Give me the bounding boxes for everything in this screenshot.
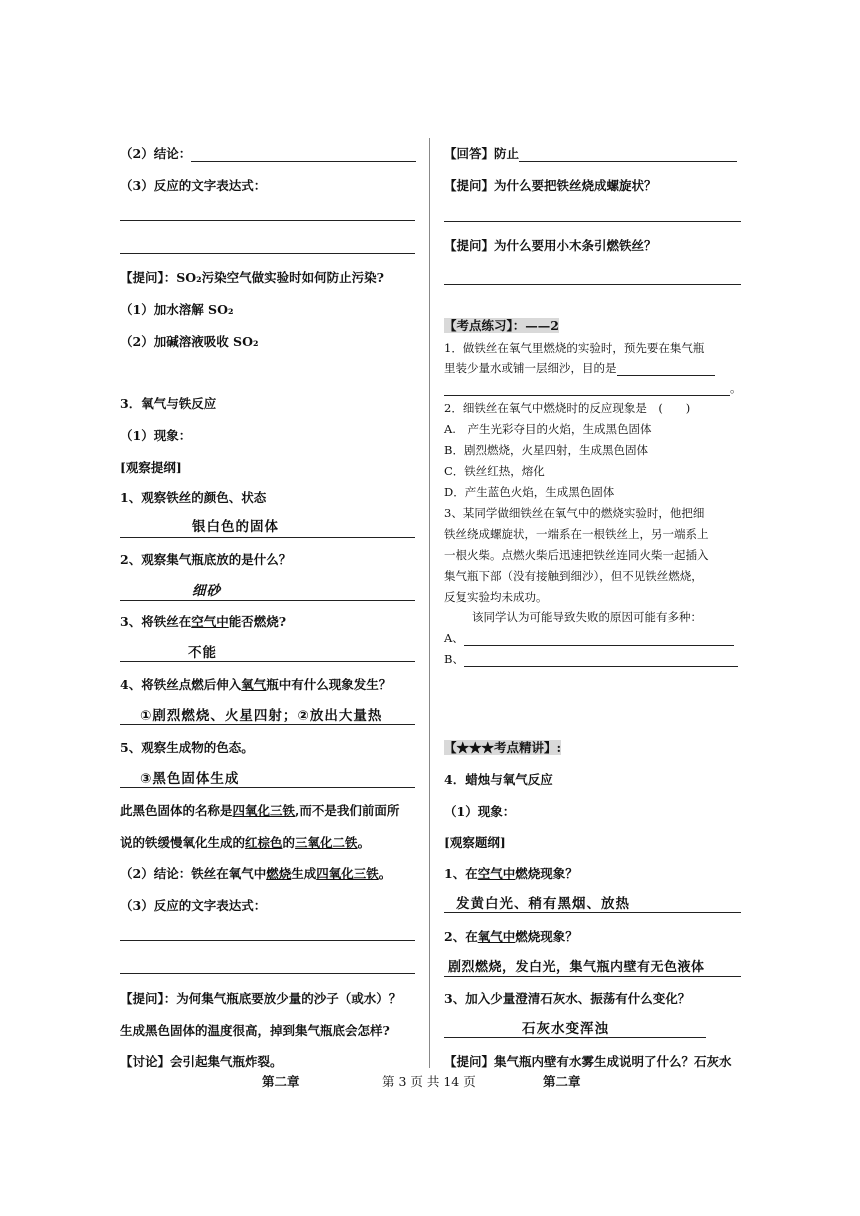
footer-page-info: 第 3 页 共 14 页: [382, 1074, 476, 1089]
practice-item: 里装少量水或铺一层细沙，目的是: [444, 360, 715, 376]
answer-label: 【回答】防止: [444, 145, 737, 162]
answer-line: [444, 976, 741, 977]
so2-method-1: （1）加水溶解 SO₂: [120, 302, 234, 317]
answer-line: [444, 1037, 706, 1038]
question-spiral: 【提问】为什么要把铁丝烧成螺旋状？: [444, 178, 657, 193]
answer-line: [120, 787, 415, 788]
choice-b: B．剧烈燃烧，火星四射，生成黑色固体: [444, 443, 648, 457]
discussion: 【讨论】会引起集气瓶炸裂。: [120, 1054, 283, 1069]
observe-answer: ①剧烈燃烧、火星四射；②放出大量热: [140, 708, 383, 724]
footer-chapter-right: 第二章: [543, 1074, 581, 1089]
answer-line: [120, 537, 415, 538]
conclusion-text: （2）结论：铁丝在氧气中燃烧生成四氧化三铁。: [120, 866, 392, 881]
question-sand-detail: 生成黑色固体的温度很高，掉到集气瓶底会怎样?: [120, 1023, 390, 1038]
black-solid-text: 说的铁缓慢氧化生成的红棕色的三氧化二铁。: [120, 835, 371, 850]
practice-item: 集气瓶下部（没有接触到细沙），但不见铁丝燃烧，: [444, 569, 703, 583]
blank-line: [120, 940, 415, 941]
choice-d: D．产生蓝色火焰，生成黑色固体: [444, 485, 615, 499]
question-mist: 【提问】集气瓶内壁有水雾生成说明了什么？石灰水: [444, 1054, 732, 1069]
answer-a: A、: [444, 630, 734, 646]
question-stick: 【提问】为什么要用小木条引燃铁丝？: [444, 238, 657, 253]
answer-line: [120, 724, 415, 725]
observe-question: 3、将铁丝在空气中能否燃烧?: [120, 614, 287, 629]
blank-line: [120, 973, 415, 974]
answer-line: [444, 912, 741, 913]
conclusion-label: （2）结论：: [120, 145, 416, 162]
answer-b: B、: [444, 651, 738, 667]
observe-question: 2、在氧气中燃烧现象？: [444, 929, 578, 944]
so2-method-2: （2）加碱溶液吸收 SO₂: [120, 334, 259, 349]
focus-title: 【★★★考点精讲】:: [444, 740, 562, 755]
observe-question: 3、加入少量澄清石灰水、振荡有什么变化？: [444, 991, 691, 1006]
blank-line: [444, 284, 741, 285]
observe-answer: 银白色的固体: [192, 519, 279, 535]
phenomenon-label: （1）现象：: [444, 804, 516, 819]
expression-label: （3）反应的文字表达式：: [120, 178, 267, 193]
black-solid-text: 此黑色固体的名称是四氧化三铁,而不是我们前面所: [120, 803, 400, 818]
practice-item: 3、某同学做细铁丝在氧气中的燃烧实验时，他把细: [444, 506, 705, 520]
blank-line: [120, 220, 415, 221]
choice-c: C．铁丝红热，熔化: [444, 464, 545, 478]
column-divider: [429, 138, 430, 1068]
practice-item: 2．细铁丝在氧气中燃烧时的反应现象是 ( ): [444, 401, 691, 415]
observe-question: 2、观察集气瓶底放的是什么？: [120, 552, 292, 567]
practice-item: 。: [444, 380, 742, 396]
practice-item: 该同学认为可能导致失败的原因可能有多种：: [472, 610, 702, 624]
observe-answer: 发黄白光、稍有黑烟、放热: [456, 896, 630, 912]
observe-answer: ③黑色固体生成: [140, 771, 240, 787]
practice-title: 【考点练习】：——2: [444, 318, 559, 333]
observe-answer: 剧烈燃烧，发白光，集气瓶内壁有无色液体: [448, 960, 705, 975]
answer-line: [120, 600, 415, 601]
section-title: 4．蜡烛与氧气反应: [444, 772, 553, 787]
practice-item: 1．做铁丝在氧气里燃烧的实验时，预先要在集气瓶: [444, 341, 705, 355]
observe-answer: 石灰水变浑浊: [522, 1021, 609, 1037]
observe-answer: 不能: [188, 645, 217, 661]
expression-label: （3）反应的文字表达式：: [120, 898, 267, 913]
observe-outline: [观察题纲]: [444, 835, 506, 850]
choice-a: A. 产生光彩夺目的火焰，生成黑色固体: [444, 422, 652, 436]
phenomenon-label: （1）现象：: [120, 428, 192, 443]
observe-answer: 细砂: [192, 583, 221, 599]
section-title: 3．氧气与铁反应: [120, 396, 217, 411]
footer-chapter-left: 第二章: [262, 1074, 300, 1089]
practice-item: 一根火柴。点燃火柴后迅速把铁丝连同火柴一起插入: [444, 548, 709, 562]
practice-item: 铁丝绕成螺旋状，一端系在一根铁丝上，另一端系上: [444, 527, 709, 541]
observe-outline: [观察提纲]: [120, 460, 182, 475]
observe-question: 1、在空气中燃烧现象？: [444, 866, 578, 881]
observe-question: 5、观察生成物的色态。: [120, 740, 254, 755]
question-so2: 【提问】：SO₂污染空气做实验时如何防止污染?: [120, 270, 384, 285]
practice-item: 反复实验均未成功。: [444, 590, 548, 604]
observe-question: 1、观察铁丝的颜色、状态: [120, 490, 267, 505]
blank-line: [120, 253, 415, 254]
question-sand: 【提问】：为何集气瓶底要放少量的沙子（或水）？: [120, 991, 402, 1006]
answer-line: [120, 661, 415, 662]
observe-question: 4、将铁丝点燃后伸入氧气瓶中有什么现象发生？: [120, 677, 392, 692]
blank-line: [444, 221, 741, 222]
